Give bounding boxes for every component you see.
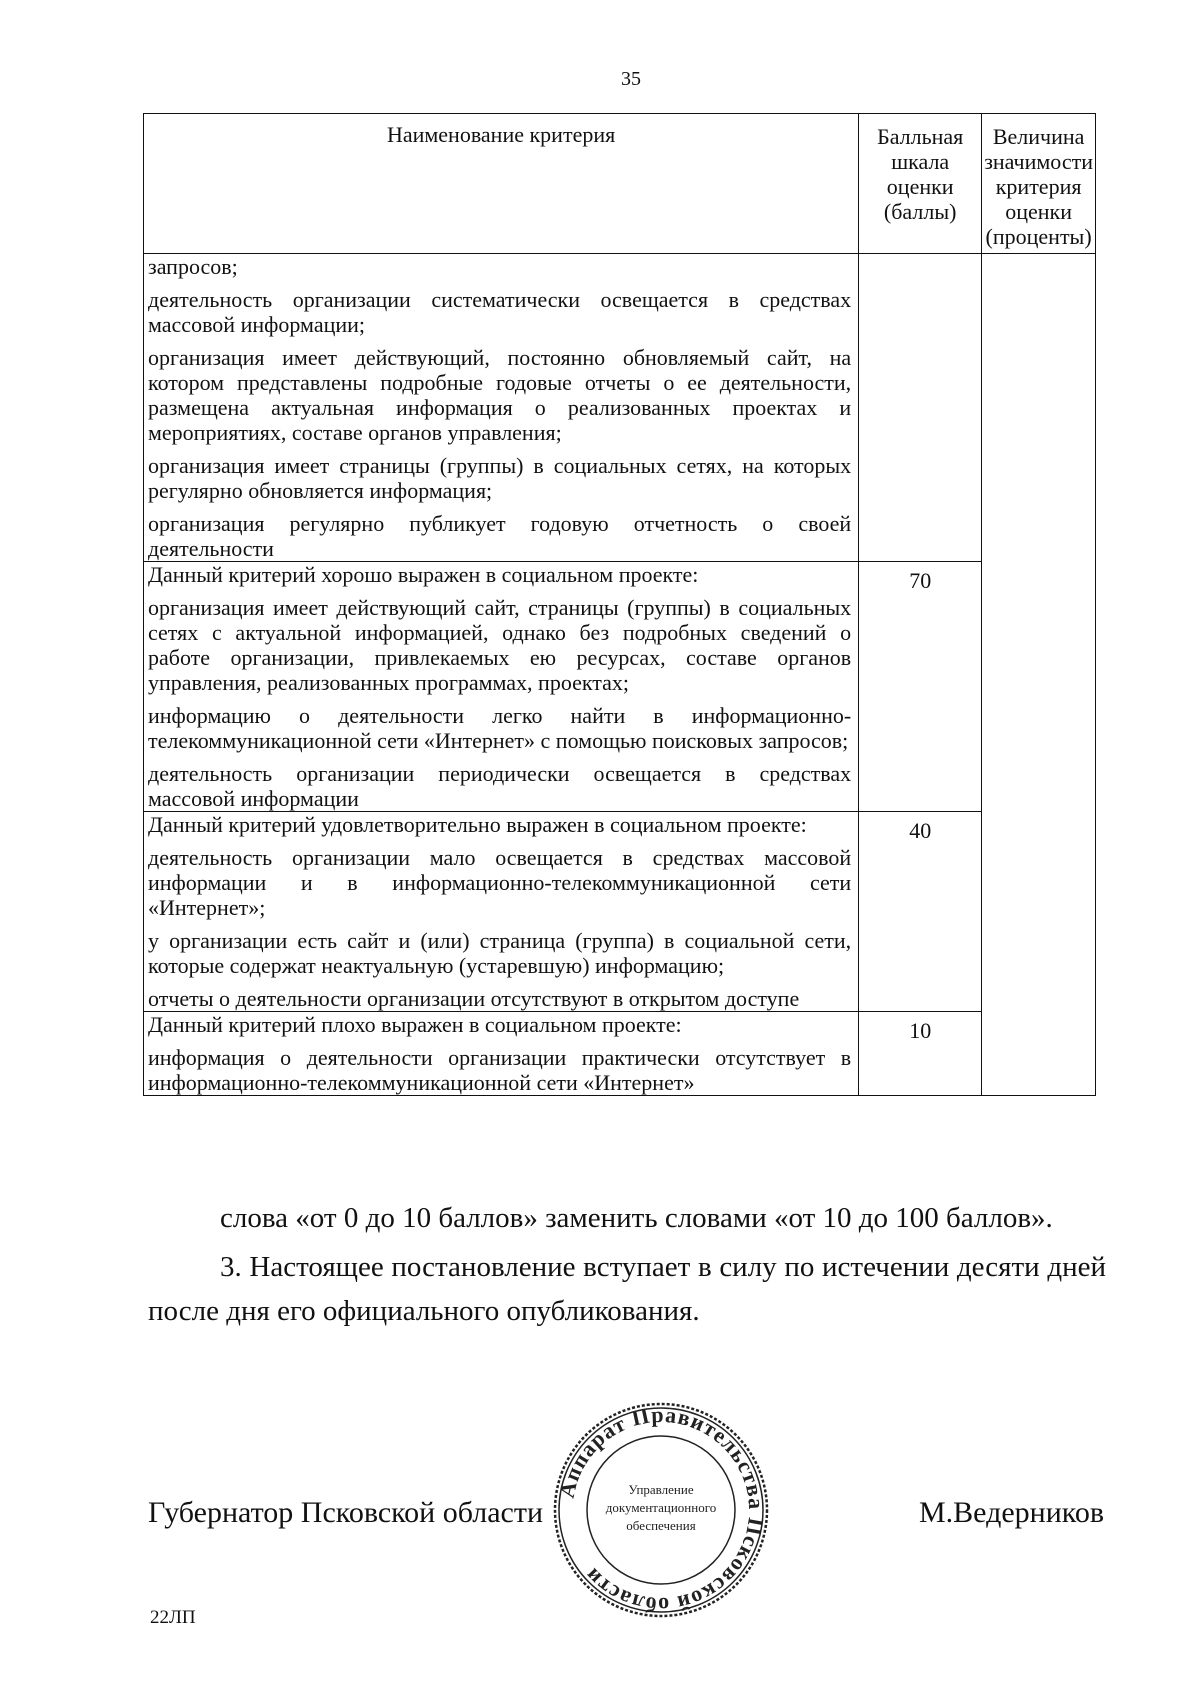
criterion-paragraph: информацию о деятельности легко найти в информационно-телекоммуникационной сети «Интернет» с помощью поисковых запросов; bbox=[148, 703, 852, 753]
criterion-text-cell bbox=[144, 254, 859, 562]
criterion-text-cell bbox=[144, 1012, 859, 1096]
document-code: 22ЛП bbox=[150, 1607, 196, 1628]
criteria-table bbox=[143, 113, 1096, 1096]
page-number: 35 bbox=[621, 68, 641, 90]
criterion-paragraph: организация имеет действующий сайт, страницы (группы) в социальных сетях с актуальной информацией, однако без подробных сведений о работе организации, привлекаемых ею ресурсах, составе органов управления, реализованных программах, проектах; bbox=[148, 595, 852, 695]
criterion-paragraph: деятельность организации мало освещается в средствах массовой информации и в информационно-телекоммуникационной сети «Интернет»; bbox=[148, 845, 852, 920]
criterion-paragraph: отчеты о деятельности организации отсутствуют в открытом доступе bbox=[148, 986, 800, 1011]
official-seal-icon bbox=[551, 1400, 771, 1620]
effective-date-paragraph: 3. Настоящее постановление вступает в силу по истечении десяти дней после дня его официального опубликования. bbox=[148, 1251, 1106, 1327]
score-cell: 70 bbox=[859, 562, 982, 812]
criteria-table-body bbox=[144, 254, 1096, 1096]
table-row bbox=[144, 1012, 1096, 1096]
signatory-name: М.Ведерников bbox=[918, 1496, 1104, 1529]
criterion-paragraph: Данный критерий плохо выражен в социальном проекте: bbox=[148, 1012, 682, 1037]
criterion-paragraph: у организации есть сайт и (или) страница (группа) в социальной сети, которые содержат неактуальную (устаревшую) информацию; bbox=[148, 928, 852, 978]
header-score-scale: Балльная шкала оценки (баллы) bbox=[859, 114, 982, 254]
criterion-paragraph: деятельность организации систематически освещается в средствах массовой информации; bbox=[148, 287, 852, 337]
criterion-paragraph: запросов; bbox=[148, 254, 238, 279]
score-cell: 10 bbox=[859, 1012, 982, 1096]
seal-inner-line: обеспечения bbox=[626, 1518, 696, 1533]
table-row bbox=[144, 254, 1096, 562]
criterion-paragraph: деятельность организации периодически освещается в средствах массовой информации bbox=[148, 761, 852, 811]
criterion-paragraph: организация имеет страницы (группы) в социальных сетях, на которых регулярно обновляется информация; bbox=[148, 453, 852, 503]
criterion-paragraph: информация о деятельности организации практически отсутствует в информационно-телекоммуникационной сети «Интернет» bbox=[148, 1045, 852, 1095]
score-cell bbox=[859, 254, 982, 562]
criterion-text-cell bbox=[144, 812, 859, 1012]
table-row bbox=[144, 812, 1096, 1012]
weight-cell bbox=[982, 254, 1096, 1096]
header-criterion-name: Наименование критерия bbox=[144, 114, 859, 254]
seal-inner-line: документационного bbox=[605, 1500, 717, 1515]
seal-outer-text: Аппарат Правительства Псковской области bbox=[553, 1401, 770, 1619]
criterion-paragraph: организация имеет действующий, постоянно обновляемый сайт, на котором представлены подробные годовые отчеты о ее деятельности, размещена актуальная информация о реализованных проектах и мероприятиях, составе органов управления; bbox=[148, 345, 852, 445]
seal-inner-line: Управление bbox=[628, 1482, 694, 1497]
signatory-title: Губернатор Псковской области bbox=[148, 1496, 544, 1529]
table-row bbox=[144, 562, 1096, 812]
criterion-text-cell bbox=[144, 562, 859, 812]
criterion-paragraph: организация регулярно публикует годовую отчетность о своей деятельности bbox=[148, 511, 852, 561]
table-header-row bbox=[144, 114, 1096, 254]
criterion-paragraph: Данный критерий удовлетворительно выражен в социальном проекте: bbox=[148, 812, 807, 837]
header-weight: Величина значимости критерия оценки (проценты) bbox=[982, 114, 1096, 254]
criterion-paragraph: Данный критерий хорошо выражен в социальном проекте: bbox=[148, 562, 699, 587]
amendment-line: слова «от 0 до 10 баллов» заменить словами «от 10 до 100 баллов». bbox=[220, 1202, 1053, 1234]
score-cell: 40 bbox=[859, 812, 982, 1012]
